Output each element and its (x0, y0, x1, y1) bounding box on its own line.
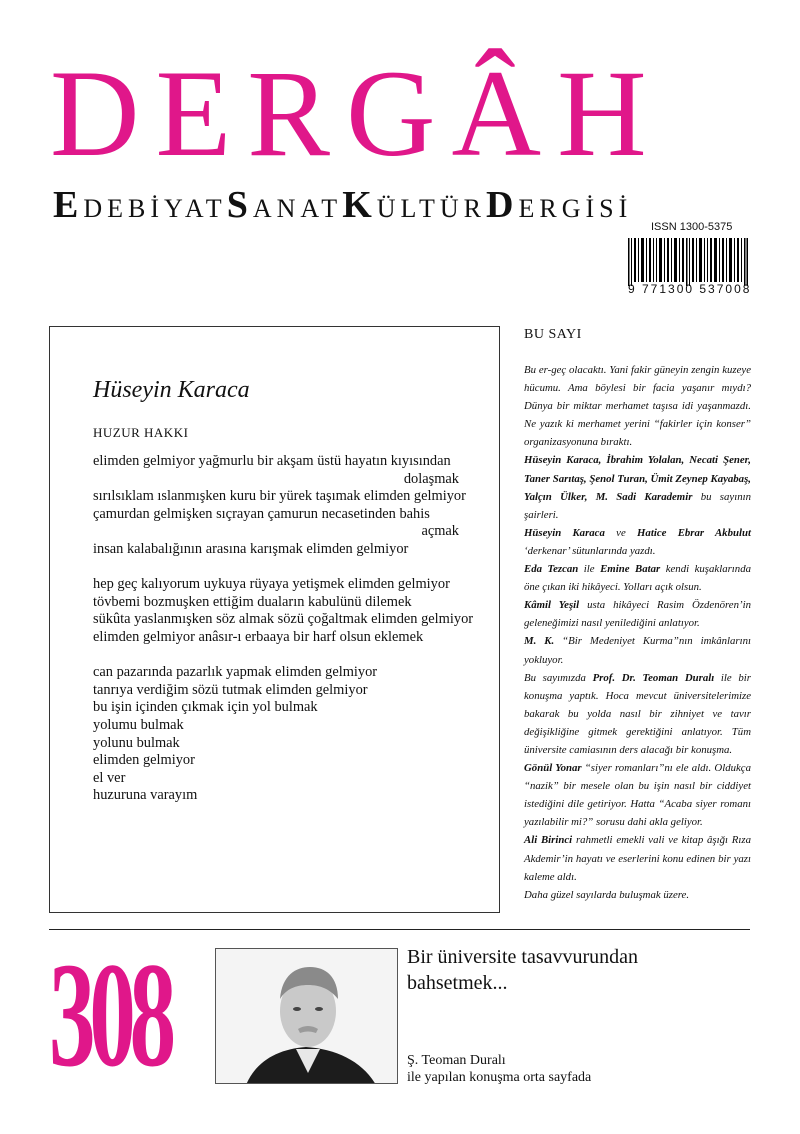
subtitle-cap: D (486, 184, 519, 226)
author-name: Gönül Yonar (524, 762, 582, 775)
poem-line: sükûta yaslanmışken söz almak sözü çoğaltmak elimden gelmiyor (93, 611, 474, 628)
barcode-icon (628, 238, 748, 286)
poem-line: el ver (93, 769, 126, 786)
feature-caption (407, 1052, 737, 1086)
sidebar-text-run: ile bir konuşma yaptık. Hoca mevcut üniversitelerimize bakarak bu yolda nasıl bir zihniyet ve tavır değişikliğine gitmek gerektiğini anlatıyor. Tüm üniversite camiasının ders alacağı bir konuşma. (524, 671, 751, 756)
author-name: M. K. (524, 635, 555, 648)
sidebar-paragraph (524, 669, 751, 759)
sidebar-paragraph (524, 596, 751, 632)
caption-name: Ş. Teoman Duralı (407, 1053, 506, 1068)
sidebar-text (524, 361, 751, 904)
portrait-icon (216, 949, 398, 1084)
author-name: Hüseyin Karaca (524, 526, 605, 539)
poem-line: can pazarında pazarlık yapmak elimden gelmiyor (93, 664, 378, 681)
poem-body (93, 453, 474, 805)
portrait-photo (215, 948, 398, 1084)
sidebar-text-run: Bu sayımızda (524, 671, 593, 684)
subtitle-cap: K (342, 184, 377, 226)
sidebar-text-run: bu sayının şairleri. (524, 490, 751, 521)
poem-title: HUZUR HAKKI (93, 425, 189, 440)
poem-line: tanrıya verdiğim sözü tutmak elimden gelmiyor (93, 681, 368, 698)
sidebar-paragraph: Daha güzel sayılarda buluşmak üzere. (524, 888, 690, 901)
poem-line: hep geç kalıyorum uykuya rüyaya yetişmek elimden gelmiyor (93, 576, 450, 593)
sidebar-text-run: kendi kuşaklarında öne çıkan iki hikâyeci. Yolları açık olsun. (524, 563, 751, 594)
subtitle-cap: S (226, 184, 253, 226)
poem-line: elimden gelmiyor anâsır-ı erbaaya bir harf olsun eklemek (93, 628, 424, 645)
poem-line: tövbemi bozmuşken ettiğim duaların kabulünü dilemek (93, 593, 412, 610)
poem-line: çamurdan gelmişken sıçrayan çamurun necasetinden bahis (93, 505, 430, 522)
sidebar-paragraph (524, 831, 751, 885)
divider (49, 929, 750, 930)
author-name: Hatice Ebrar Akbulut (637, 526, 751, 539)
poem-line: huzuruna varayım (93, 787, 198, 804)
sidebar-text-run: ‘derkenar’ sütunlarında yazdı. (524, 544, 656, 557)
sidebar-text-run: ve (604, 526, 638, 539)
author-name: Ali Birinci (524, 834, 573, 847)
poem-line: yolunu bulmak (93, 734, 180, 751)
sidebar-heading: BU SAYI (524, 327, 582, 342)
sidebar-paragraph (524, 632, 751, 668)
author-name: Kâmil Yeşil (524, 599, 580, 612)
sidebar-paragraph (524, 451, 751, 523)
poem-line: sırılsıklam ıslanmışken kuru bir yürek taşımak elimden gelmiyor (93, 488, 466, 505)
subtitle-word: ERGİSİ (518, 194, 633, 223)
poets-list: Hüseyin Karaca, İbrahim Yolalan, Necati Şener, Taner Sarıtaş, Şenol Turan, Ümit Zeynep Kayabaş, Yalçın Ülker, M. Sadi Karademir (524, 454, 751, 503)
poem-line: bu işin içinden çıkmak için yol bulmak (93, 699, 318, 716)
poem-line: dolaşmak (403, 470, 459, 487)
sidebar-text-run: rahmetli emekli vali ve kitap âşığı Rıza Akdemir’in hayatı ve eserlerini konu edinen bir yazı kaleme aldı. (524, 834, 751, 883)
feature-headline: Bir üniversite tasavvurundan bahsetmek... (407, 946, 639, 994)
poem-line: elimden gelmiyor (93, 752, 195, 769)
author-name: Eda Tezcan (524, 563, 579, 576)
sidebar-text-run: “siyer romanları”nı ele aldı. Oldukça “nazik” bir mesele olan bu işin nasıl bir ciddiyet istediğini dile getiriyor. Hatta “Acaba siyer romanı yazılabilir mi?” sorusu dahi akla geliyor. (524, 762, 751, 829)
caption-text: ile yapılan konuşma orta sayfada (407, 1070, 592, 1085)
subtitle-word: ANAT (252, 194, 343, 223)
stanza-gap (93, 559, 459, 577)
sidebar-paragraph (524, 759, 751, 831)
subtitle-cap: E (53, 184, 84, 226)
issn-label: ISSN 1300-5375 (651, 221, 733, 233)
author-name: Prof. Dr. Teoman Duralı (592, 671, 715, 684)
poem-line: elimden gelmiyor yağmurlu bir akşam üstü hayatın kıyısından (93, 453, 451, 469)
author-name: Emine Batar (600, 563, 661, 576)
subtitle-word: ÜLTÜR (376, 194, 487, 223)
poem-line: yolumu bulmak (93, 716, 184, 733)
sidebar-paragraph: Bu er-geç olacaktı. Yani fakir güneyin zengin kuzeye hücumu. Ama böylesi bir facia yaşanır mıydı? Dünya bir miktar merhamet taşısa idi yaşanmazdı. Ne yazık ki merhamet yerini “fakirler için konser” organizasyonuna bıraktı. (524, 364, 751, 449)
sidebar-paragraph (524, 524, 751, 560)
subtitle-word: DEBİYAT (83, 194, 227, 223)
barcode-number: 9 771300 537008 (628, 282, 752, 296)
poem-author: Hüseyin Karaca (93, 377, 250, 403)
poem-line: açmak (421, 523, 459, 540)
issue-number: 308 (49, 932, 170, 1098)
poem-line: insan kalabalığının arasına karışmak elimden gelmiyor (93, 540, 409, 557)
sidebar-paragraph (524, 560, 751, 596)
stanza-gap (93, 647, 459, 665)
sidebar-text-run: usta hikâyeci Rasim Özdenören’in geleneğimizi nasıl yenilediğini anlatıyor. (524, 599, 751, 630)
sidebar-text-run: ile (578, 563, 601, 576)
magazine-title: DERGÂH (50, 45, 663, 182)
sidebar-text-run: “Bir Medeniyet Kurma”nın imkânlarını yokluyor. (524, 635, 751, 666)
